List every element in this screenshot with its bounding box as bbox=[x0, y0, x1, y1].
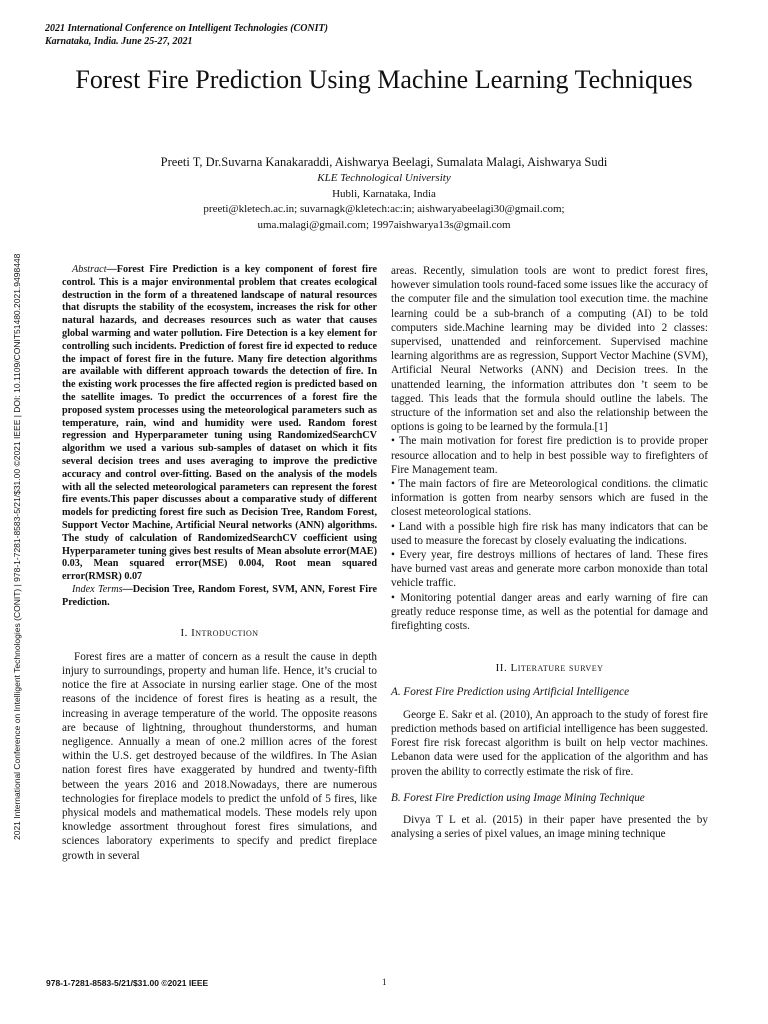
university: KLE Technological University bbox=[317, 172, 451, 184]
subsection-heading-a: A. Forest Fire Prediction using Artificial Intelligence bbox=[391, 686, 630, 699]
subsection-b-paragraph: Divya T L et al. (2015) in their paper have presented the by analysing a series of pixel values, an image mining technique bbox=[391, 813, 708, 841]
affiliation-block bbox=[40, 171, 728, 233]
left-column bbox=[62, 264, 377, 863]
bullet-item: • The main factors of fire are Meteorological conditions. the climatic information is gotten from nearby sensors which are fused in the closest meteorological stations. bbox=[391, 478, 708, 519]
section-title: Introduction bbox=[191, 626, 259, 639]
bullet-item: • Every year, fire destroys millions of hectares of land. These fires have burned vast areas and generate more carbon monoxide than total vehicle traffic. bbox=[391, 549, 708, 590]
subsection-a-paragraph: George E. Sakr et al. (2010), An approach to the study of forest fire prediction methods based on artificial intelligence has been suggested. Forest fire risk forecast algorithm is built on help vector machines. Lebanon data were used for the application of the algorithm and has proven the ability to correctly estimate the risk of fire. bbox=[391, 708, 708, 778]
index-terms bbox=[62, 584, 377, 610]
index-terms-label: Index Terms bbox=[72, 583, 123, 595]
section-title: Literature survey bbox=[510, 662, 604, 675]
abstract bbox=[62, 264, 377, 584]
conference-location-date: Karnataka, India. June 25-27, 2021 bbox=[45, 36, 193, 47]
bullet-item: • Land with a possible high fire risk has many indicators that can be used to measure the forecast by closely evaluating the indications. bbox=[391, 520, 708, 547]
abstract-text: —Forest Fire Prediction is a key component of forest fire control. This is a major environmental problem that creates ecological destruction in the form of a threatened landscape of natural resources that disrupts the stability of the ecosystem, increases the risk for other natural hazards, and decreases resources such as water that causes global warming and water pollution. Fire Detection is a key element for controlling such incidents. Prediction of forest fire id expected to reduce the impact of forest fire in the future. Many fire detection algorithms are available with different approach towards the detection of fire. In the existing work processes the fire affected region is predicted based on the satellite images. To predict the occurrences of a forest fire the proposed system processes using the meteorological parameters such as temperature, rain, wind and humidity were used. Random forest regression and Hyperparameter tuning using RandomizedSearchCV algorithm we used a various sub-samples of dataset on which it fits several decision trees and uses averaging to improve the predictive accuracy and control over-fitting. Based on the analysis of the models with all the selected meteorological parameters can represent the forest fire events.This paper discusses about a comparative study of different models for predicting forest fire such as Decision Tree, Random Forest, Support Vector Machine, Artificial Neural networks (ANN) algorithms. The study of calculation of RandomizedSearchCV coefficient using Hyperparameter tuning gives best results of Mean absolute error(MAE) 0.03, Mean squared error(MSE) 0.004, Root mean squared error(RMSR) 0.07 bbox=[62, 264, 377, 583]
right-column bbox=[391, 264, 708, 841]
author-list: Preeti T, Dr.Suvarna Kanakaraddi, Aishwarya Beelagi, Sumalata Malagi, Aishwarya Sudi bbox=[160, 155, 608, 169]
bullet-item: • The main motivation for forest fire prediction is to provide proper resource allocation and to help in best possible way to firefighters of Fire Management team. bbox=[391, 435, 708, 476]
subsection-heading-b: B. Forest Fire Prediction using Image Mining Technique bbox=[391, 791, 645, 804]
section-numeral: I. bbox=[180, 626, 188, 639]
paper-title: Forest Fire Prediction Using Machine Learning Techniques bbox=[75, 65, 693, 94]
section-heading-introduction bbox=[62, 626, 377, 640]
conference-header bbox=[45, 22, 328, 48]
bullet-item: • Monitoring potential danger areas and early warning of fire can greatly reduce response time, as well as the potential for damage and firefighting costs. bbox=[391, 591, 708, 633]
footer-isbn: 978-1-7281-8583-5/21/$31.00 ©2021 IEEE bbox=[46, 978, 209, 988]
city: Hubli, Karnataka, India bbox=[332, 187, 436, 200]
index-terms-text: —Decision Tree, Random Forest, SVM, ANN, Forest Fire Prediction. bbox=[62, 583, 377, 608]
intro-paragraph: Forest fires are a matter of concern as a result the cause in depth injury to surroundings, property and human life. Hence, it’s crucial to notice the fire at Associate in nursing earlier stage. One of the most reasons of the incidence of forest fires is heating as a result, the increasing in average temperature of the world. The opposite reasons are because of lightning, throughout thunderstorms, and human negligence. Annually a mean of one.2 million acres of the forest within the U.S. get destroyed because of the wildfires. In The Asian nation forest fires have exaggerated by hundred and twenty-fifth between the years 2016 and 2018.Nowadays, there are numerous technologies for fireplace models to predict the unfold of 5 fires, like physical models and mathematical models. These models rely upon knowledge assortment throughout forest fires simulations, and sciences laboratory experiments to specify and predict fireplace growth in several bbox=[62, 650, 377, 862]
side-doi-stamp: 2021 International Conference on Intelligent Technologies (CONIT) | 978-1-7281-8583-5/21/$31.00 ©2021 IEEE | DOI: 10.1109/CONIT51480.2021.9498448 bbox=[12, 253, 22, 840]
section-heading-literature-survey bbox=[391, 661, 708, 675]
abstract-label: Abstract bbox=[72, 264, 107, 275]
emails-line-1: preeti@kletech.ac.in; suvarnagk@kletech:ac:in; aishwaryabeelagi30@gmail.com; bbox=[203, 203, 565, 215]
section-numeral: II. bbox=[495, 662, 508, 675]
emails-line-2: uma.malagi@gmail.com; 1997aishwarya13s@gmail.com bbox=[257, 218, 511, 231]
conference-name: 2021 International Conference on Intelligent Technologies (CONIT) bbox=[45, 23, 328, 34]
intro-continuation: areas. Recently, simulation tools are wont to predict forest fires, however simulation tools round-faced some issues like the accuracy of the computer file and the simulation tool execution time. the machine learning could be a sub-branch of a computing (AI) to be told computers side.Machine learning may be divided into 2 classes: supervised, unattended and reinforcement. Supervised machine learning algorithms are as regression, Support Vector Machine (SVM), Artificial Neural Networks (ANN) and Decision trees. In the unattended learning, the information attributes don ’t seem to be tagged. This leads that the formula should outline the labels. The structure of the information set and also the relationship between the options is going to be learned by the formula.[1] bbox=[391, 265, 708, 434]
page-number: 1 bbox=[382, 977, 387, 987]
